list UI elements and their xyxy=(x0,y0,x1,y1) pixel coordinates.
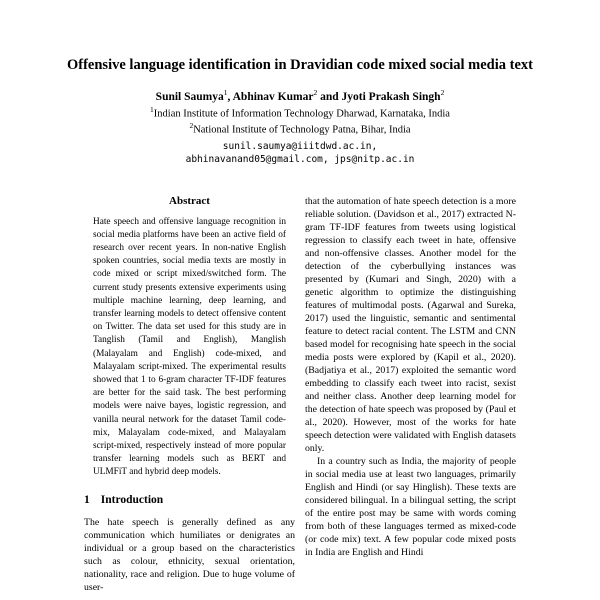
email-line: abhinavanand05@gmail.com, jps@nitp.ac.in xyxy=(185,154,415,166)
right-column xyxy=(305,195,516,594)
author-affil-mark: 2 xyxy=(440,87,445,97)
body-paragraph: that the automation of hate speech detection is a more reliable solution. (Davidson et al., 2017) extracted N-gram TF-IDF features from tweets using logistical regression to classify each tweet in hate, offensive and non-offensive classes. Another model for the detection of the cyberbullying instances was presented by (Kumari and Singh, 2020) with a genetic algorithm to optimize the distinguishing features of multimodal posts. (Agarwal and Sureka, 2017) used the linguistic, semantic and sentimental feature to detect racial content. The LSTM and CNN based model for recognising hate speech in the social media posts were explored by (Kapil et al., 2020). (Badjatiya et al., 2017) exploited the semantic word embedding to classify each tweet into racist, sexist and neither class. Another deep learning model for the detection of hate speech was proposed by (Paul et al., 2020). However, most of the works for hate speech detection were validated with English datasets only. xyxy=(305,195,516,454)
affiliation-mark: 2 xyxy=(189,120,194,130)
affiliation-mark: 1 xyxy=(150,104,154,114)
abstract-text: Hate speech and offensive language recognition in social media platforms have been an active field of research over recent years. In non-native English spoken countries, social media texts are mostly in code mixed or script mixed/switched form. The current study presents extensive experiments using multiple machine learning, deep learning, and transfer learning models to detect offensive content on Twitter. The data set used for this study are in Tanglish (Tamil and English), Manglish (Malayalam and English) code-mixed, and Malayalam script-mixed. The experimental results showed that 1 to 6-gram character TF-IDF features are better for the said task. The best performing models were naive bayes, logistic regression, and vanilla neural network for the dataset Tamil code-mix, Malayalam code-mixed, and Malayalam script-mixed, respectively instead of more popular transfer learning models such as BERT and ULMFiT and hybrid deep models. xyxy=(93,216,286,478)
author-name: Sunil Saumya xyxy=(155,90,224,103)
affiliation-line xyxy=(0,121,600,137)
abstract-heading: Abstract xyxy=(169,194,210,207)
author-emails xyxy=(0,140,600,167)
affiliations xyxy=(0,105,600,137)
section-heading-introduction xyxy=(84,494,295,507)
author-separator: , xyxy=(227,90,233,103)
authors-line xyxy=(0,88,600,103)
email-line: sunil.saumya@iiitdwd.ac.in, xyxy=(222,140,378,152)
author xyxy=(341,87,445,103)
author-affil-mark: 1 xyxy=(223,87,228,97)
author xyxy=(155,87,233,103)
author-affil-mark: 2 xyxy=(313,87,318,97)
author-name: Abhinav Kumar xyxy=(232,90,314,103)
left-column xyxy=(84,195,295,594)
section-number: 1 xyxy=(84,493,90,506)
paper-title: Offensive language identification in Dravidian code mixed social media text xyxy=(67,57,533,73)
two-column-body xyxy=(0,195,600,594)
affiliation-line xyxy=(0,105,600,121)
affiliation-text: National Institute of Technology Patna, Bihar, India xyxy=(193,124,411,136)
author xyxy=(232,87,342,103)
author-separator: and xyxy=(317,90,342,103)
intro-paragraph: The hate speech is generally defined as any communication which humiliates or denigrates an individual or a group based on the characteristics such as colour, ethnicity, sexual orientation, nationality, race and religion. Due to huge volume of user- xyxy=(84,516,295,593)
affiliation-text: Indian Institute of Information Technology Dharwad, Karnataka, India xyxy=(153,108,450,120)
body-paragraph: In a country such as India, the majority of people in social media use at least two languages, primarily English and Hindi (or say Hinglish). These texts are considered bilingual. In a bilingual setting, the script of the entire post may be same with words coming from both of these languages termed as mixed-code (or code mix) text. A few popular code mixed posts in India are English and Hindi xyxy=(305,455,516,558)
section-title: Introduction xyxy=(100,493,164,506)
author-name: Jyoti Prakash Singh xyxy=(341,90,441,103)
